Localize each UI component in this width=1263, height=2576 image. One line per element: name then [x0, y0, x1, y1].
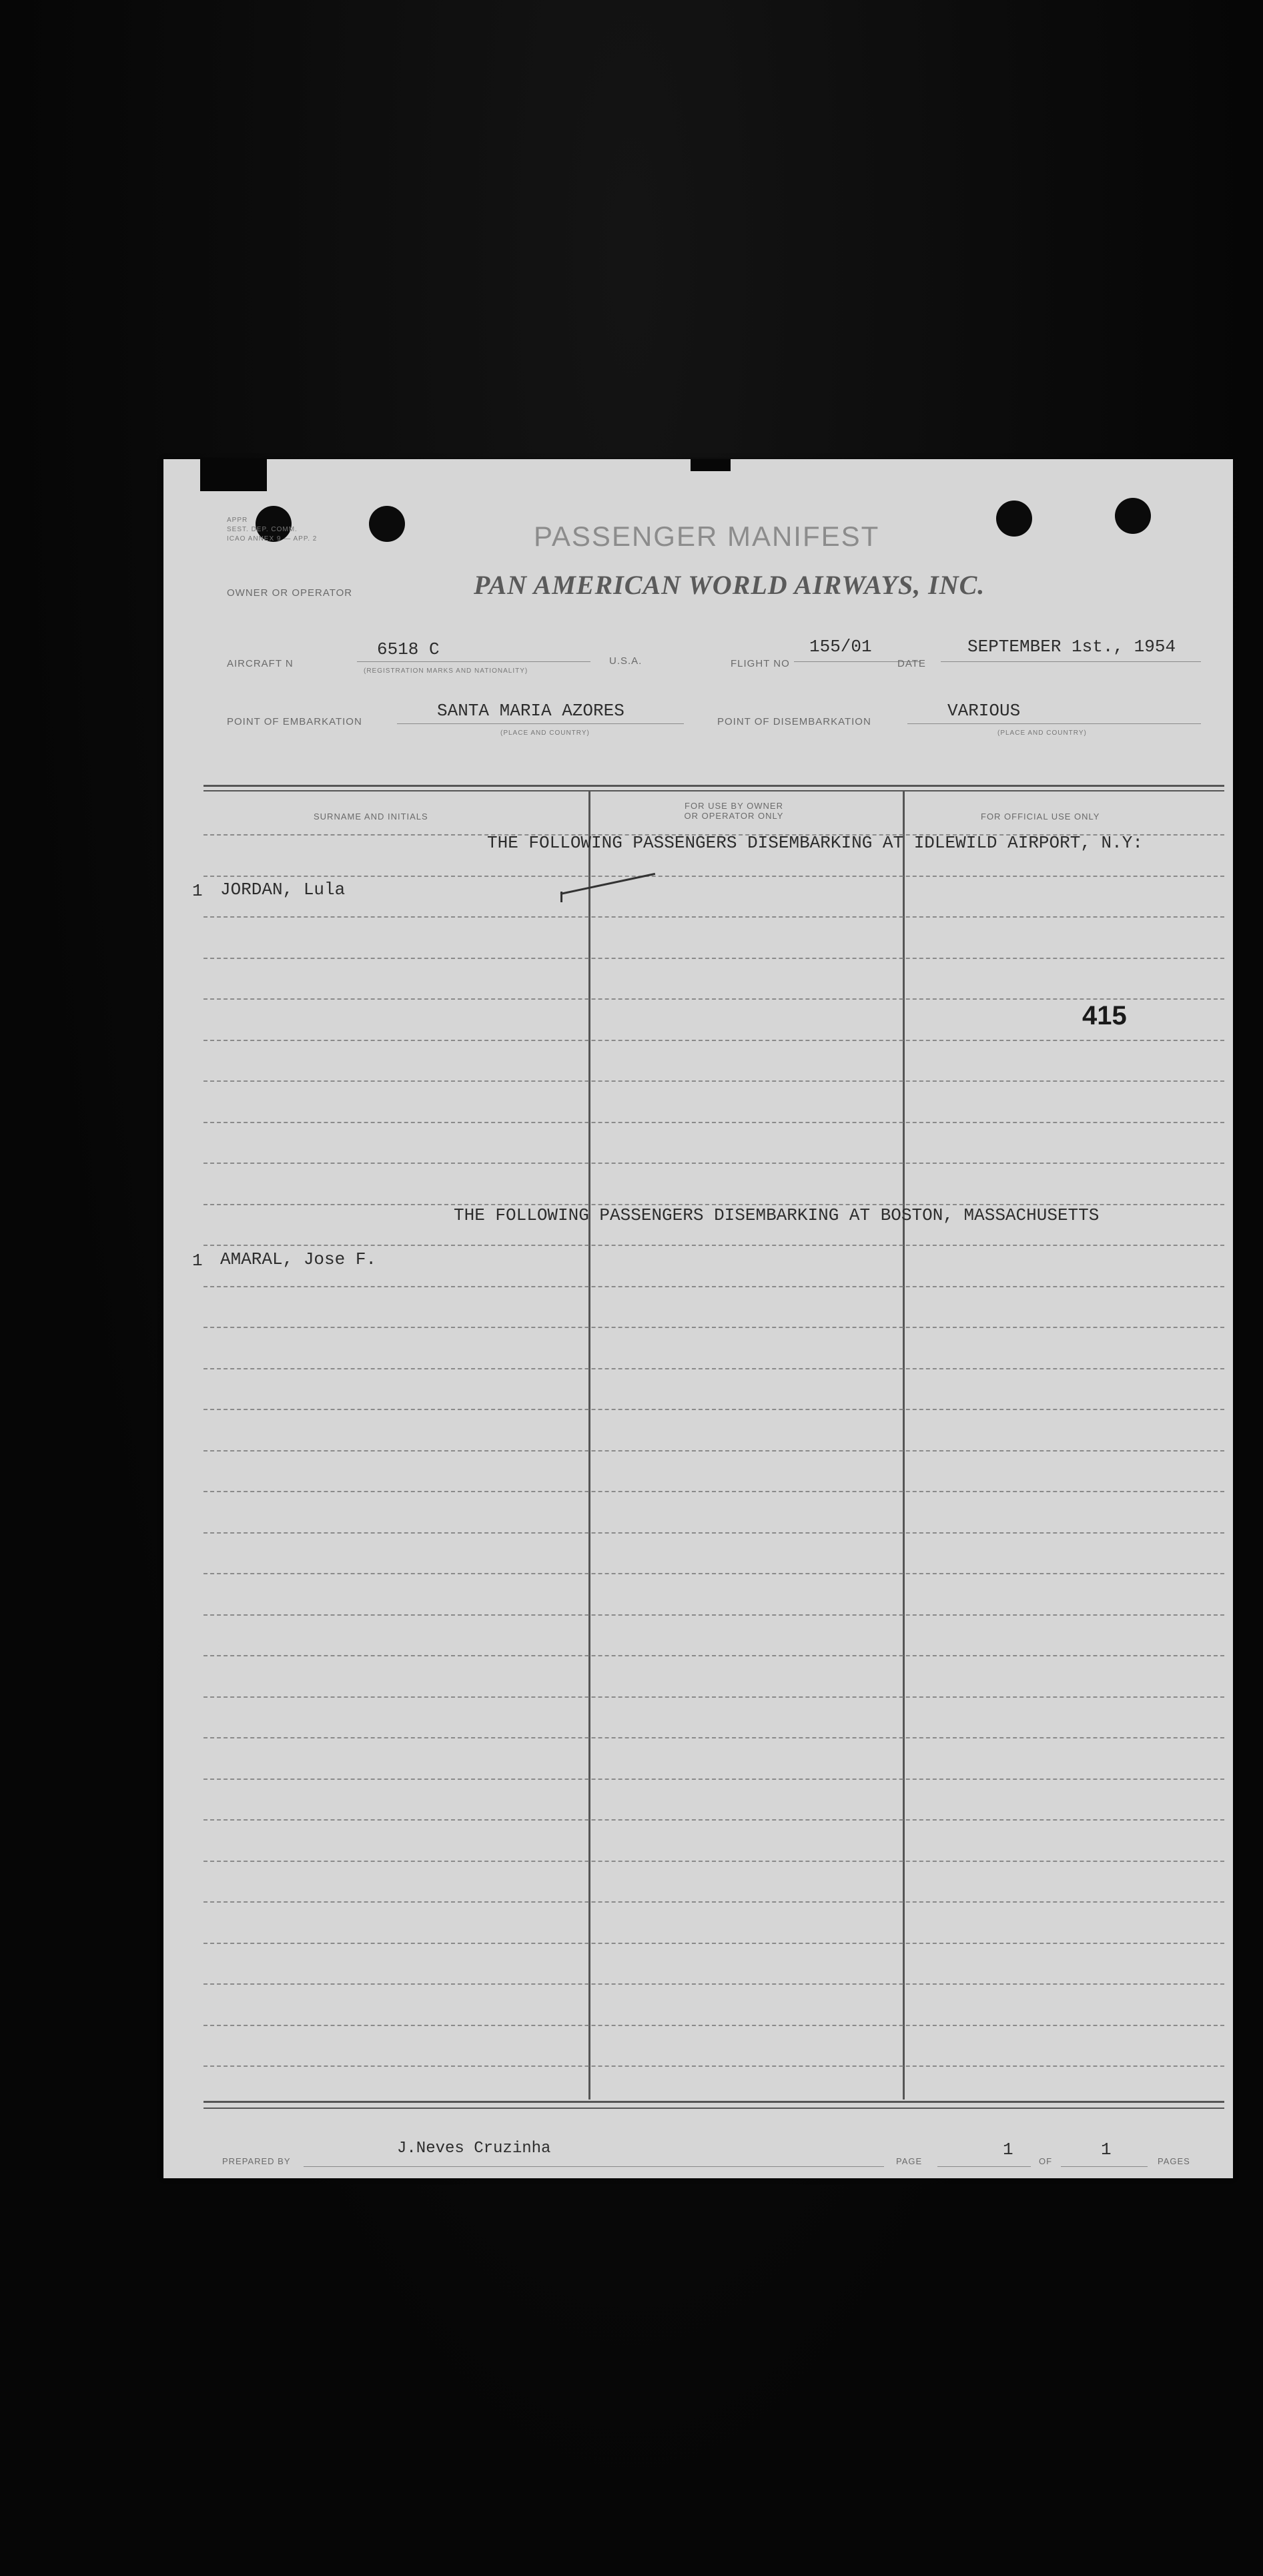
table-row-line	[203, 876, 1224, 877]
registration-note: (REGISTRATION MARKS AND NATIONALITY)	[364, 667, 528, 675]
column-header-surname: SURNAME AND INITIALS	[314, 812, 428, 822]
table-row-line	[203, 1901, 1224, 1903]
table-row-line	[203, 1861, 1224, 1862]
table-row-line	[203, 1040, 1224, 1041]
table-row-line	[203, 1286, 1224, 1287]
manifest-sheet	[163, 459, 1233, 2178]
owner-label: OWNER OR OPERATOR	[227, 587, 353, 599]
column-divider	[588, 791, 590, 2100]
of-label: OF	[1039, 2156, 1053, 2166]
table-bottom-rule	[203, 2108, 1224, 2109]
table-row-line	[203, 1080, 1224, 1082]
column-header-owner-line: FOR USE BY OWNER	[685, 801, 783, 811]
approval-line: SEST. DEP. COMM.	[227, 526, 298, 533]
torn-corner	[200, 459, 267, 491]
airline-name: PAN AMERICAN WORLD AIRWAYS, INC.	[474, 570, 985, 600]
table-row-line	[203, 1327, 1224, 1328]
page-label: PAGE	[896, 2156, 923, 2166]
column-divider	[903, 791, 905, 2100]
date-value: SEPTEMBER 1st., 1954	[967, 637, 1176, 657]
flight-value: 155/01	[809, 637, 872, 657]
table-row-line	[203, 1819, 1224, 1821]
pages-underline	[1061, 2166, 1148, 2167]
column-header-owner-line: OR OPERATOR ONLY	[684, 811, 784, 821]
table-row-line	[203, 1573, 1224, 1574]
table-row-line	[203, 1614, 1224, 1616]
official-stamp-number: 415	[1082, 1001, 1127, 1030]
pages-value: 1	[1101, 2140, 1112, 2160]
embark-label: POINT OF EMBARKATION	[227, 716, 362, 727]
pen-mark	[560, 892, 562, 902]
date-underline	[941, 661, 1201, 662]
flight-label: FLIGHT NO	[731, 658, 790, 669]
prepared-value: J.Neves Cruzinha	[397, 2140, 551, 2158]
country-label: U.S.A.	[609, 655, 643, 667]
table-row-line	[203, 998, 1224, 1000]
prepared-underline	[304, 2166, 884, 2167]
table-top-rule	[203, 785, 1224, 787]
table-row-line	[203, 2065, 1224, 2067]
approval-line: APPR	[227, 517, 248, 524]
passenger-count: 1	[192, 1251, 203, 1271]
aircraft-label: AIRCRAFT N	[227, 658, 294, 669]
aircraft-value: 6518 C	[377, 639, 440, 659]
approval-line: ICAO ANNEX 9 — APP. 2	[227, 535, 318, 543]
section-heading: THE FOLLOWING PASSENGERS DISEMBARKING AT IDLEWILD AIRPORT, N.Y:	[487, 833, 1143, 853]
aircraft-underline	[357, 661, 590, 662]
embark-note: (PLACE AND COUNTRY)	[500, 729, 590, 737]
torn-edge	[691, 459, 731, 471]
embark-underline	[397, 723, 684, 724]
column-header-official: FOR OFFICIAL USE ONLY	[981, 812, 1100, 822]
table-row-line	[203, 1532, 1224, 1534]
form-title: PASSENGER MANIFEST	[534, 521, 880, 552]
disembark-note: (PLACE AND COUNTRY)	[997, 729, 1087, 737]
table-top-rule	[203, 790, 1224, 791]
table-row-line	[203, 1655, 1224, 1656]
punch-hole	[1115, 498, 1151, 534]
table-row-line	[203, 1491, 1224, 1492]
table-row-line	[203, 1245, 1224, 1246]
table-bottom-rule	[203, 2101, 1224, 2103]
page-value: 1	[1003, 2140, 1013, 2160]
table-row-line	[203, 1122, 1224, 1123]
page-underline	[937, 2166, 1031, 2167]
disembark-underline	[907, 723, 1201, 724]
table-row-line	[203, 1943, 1224, 1944]
table-row-line	[203, 1737, 1224, 1738]
table-row-line	[203, 958, 1224, 959]
passenger-name: AMARAL, Jose F.	[220, 1249, 377, 1269]
table-row-line	[203, 1450, 1224, 1452]
table-row-line	[203, 1409, 1224, 1410]
punch-hole	[369, 506, 405, 542]
punch-hole	[996, 501, 1032, 537]
table-row-line	[203, 2025, 1224, 2026]
table-row-line	[203, 1368, 1224, 1369]
disembark-value: VARIOUS	[947, 701, 1021, 721]
embark-value: SANTA MARIA AZORES	[437, 701, 624, 721]
section-heading: THE FOLLOWING PASSENGERS DISEMBARKING AT BOSTON, MASSACHUSETTS	[454, 1205, 1100, 1225]
table-row-line	[203, 1696, 1224, 1698]
pages-label: PAGES	[1158, 2156, 1190, 2166]
table-row-line	[203, 916, 1224, 918]
approval-block	[227, 516, 317, 544]
column-header-owner	[674, 801, 794, 821]
disembark-label: POINT OF DISEMBARKATION	[717, 716, 871, 727]
passenger-name: JORDAN, Lula	[220, 880, 346, 900]
table-row-line	[203, 1779, 1224, 1780]
passenger-count: 1	[192, 881, 203, 901]
date-label: DATE	[897, 658, 926, 669]
prepared-label: PREPARED BY	[222, 2156, 291, 2166]
table-row-line	[203, 1983, 1224, 1985]
table-row-line	[203, 1163, 1224, 1164]
